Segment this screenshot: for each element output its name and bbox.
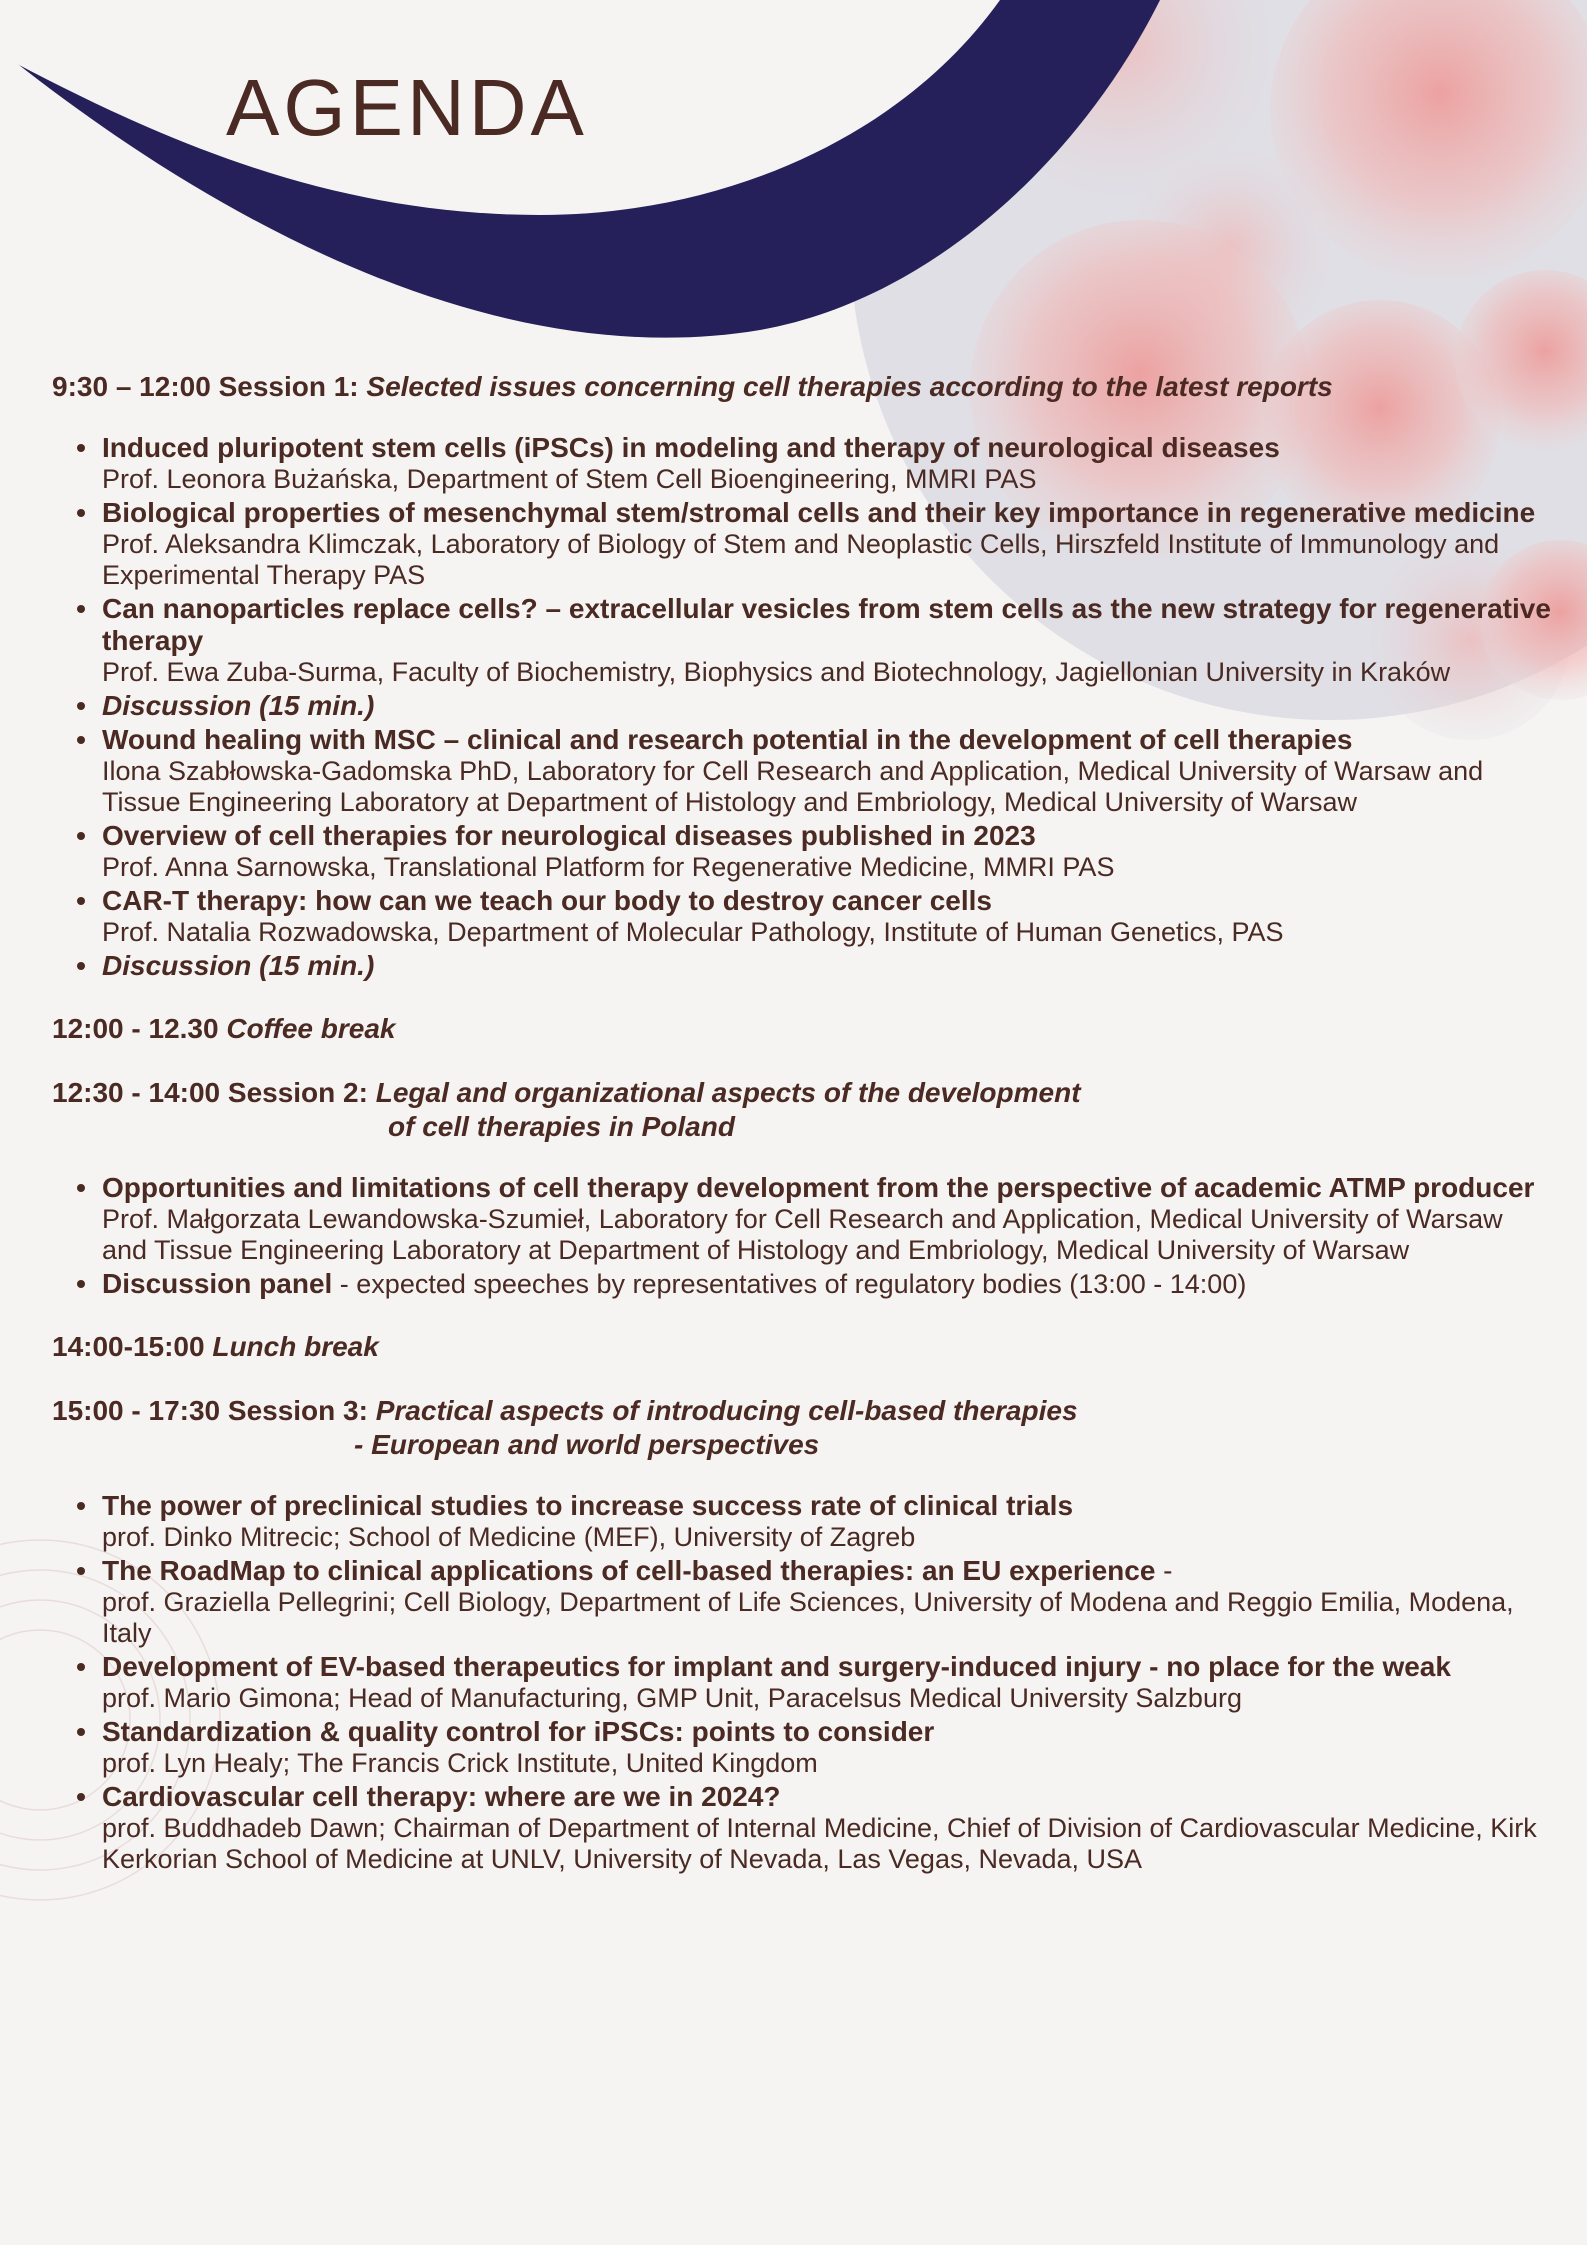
talk-speaker: Prof. Natalia Rozwadowska, Department of Molecular Pathology, Institute of Human Genetics, PAS <box>102 917 1284 947</box>
coffee-break-time: 12:00 - 12.30 <box>52 1013 219 1044</box>
talk-speaker: Prof. Leonora Bużańska, Department of Stem Cell Bioengineering, MMRI PAS <box>102 464 1037 494</box>
talk-speaker: Prof. Małgorzata Lewandowska-Szumieł, Laboratory for Cell Research and Application, Medical University of Warsaw and Tissue Engineering Laboratory at Department of Histology and Embriology, Medical University of Warsaw <box>102 1204 1503 1265</box>
list-item <box>52 1781 1552 1875</box>
session-3-header <box>52 1394 1552 1462</box>
list-item <box>52 432 1552 495</box>
talk-speaker: prof. Buddhadeb Dawn; Chairman of Department of Internal Medicine, Chief of Division of Cardiovascular Medicine, Kirk Kerkorian School of Medicine at UNLV, University of Nevada, Las Vegas, Nevada, USA <box>102 1813 1537 1874</box>
lunch-break <box>52 1330 1552 1364</box>
session-2-list <box>52 1172 1552 1300</box>
session-3-time: 15:00 - 17:30 Session 3: <box>52 1395 368 1426</box>
session-3-list <box>52 1490 1552 1875</box>
talk-speaker: prof. Graziella Pellegrini; Cell Biology, Department of Life Sciences, University of Modena and Reggio Emilia, Modena, Italy <box>102 1587 1514 1648</box>
discussion-panel-title: Discussion panel <box>102 1268 333 1299</box>
session-2-topic: Legal and organizational aspects of the development <box>375 1077 1081 1108</box>
lunch-break-time: 14:00-15:00 <box>52 1331 205 1362</box>
coffee-break-label: Coffee break <box>226 1013 396 1044</box>
list-item <box>52 820 1552 883</box>
list-item <box>52 1555 1552 1649</box>
talk-title: CAR-T therapy: how can we teach our body to destroy cancer cells <box>102 885 992 916</box>
talk-title: Development of EV-based therapeutics for implant and surgery-induced injury - no place for the weak <box>102 1651 1451 1682</box>
session-1-time: 9:30 – 12:00 Session 1: <box>52 371 359 402</box>
list-item <box>52 1716 1552 1779</box>
list-item <box>52 885 1552 948</box>
list-item <box>52 1268 1552 1300</box>
coffee-break <box>52 1012 1552 1046</box>
discussion-panel-text: - expected speeches by representatives of regulatory bodies (13:00 - 14:00) <box>332 1269 1247 1299</box>
talk-speaker: Prof. Aleksandra Klimczak, Laboratory of Biology of Stem and Neoplastic Cells, Hirszfeld Institute of Immunology and Experimental Therapy PAS <box>102 529 1500 590</box>
session-1-list <box>52 432 1552 982</box>
list-item <box>52 593 1552 688</box>
discussion-label: Discussion (15 min.) <box>102 690 375 721</box>
talk-speaker: Prof. Anna Sarnowska, Translational Platform for Regenerative Medicine, MMRI PAS <box>102 852 1115 882</box>
session-2-header <box>52 1076 1552 1144</box>
list-item <box>52 724 1552 818</box>
talk-title-suffix: - <box>1155 1555 1173 1586</box>
talk-speaker: Prof. Ewa Zuba-Surma, Faculty of Biochemistry, Biophysics and Biotechnology, Jagiellonian University in Kraków <box>102 657 1451 687</box>
talk-title: Standardization & quality control for iPSCs: points to consider <box>102 1716 935 1747</box>
session-3-topic: Practical aspects of introducing cell-based therapies <box>375 1395 1078 1426</box>
list-item <box>52 497 1552 591</box>
talk-title: Opportunities and limitations of cell therapy development from the perspective of academic ATMP producer <box>102 1172 1535 1203</box>
talk-speaker: prof. Lyn Healy; The Francis Crick Institute, United Kingdom <box>102 1748 818 1778</box>
session-2-time: 12:30 - 14:00 Session 2: <box>52 1077 368 1108</box>
agenda-content <box>52 370 1552 1877</box>
lunch-break-label: Lunch break <box>212 1331 379 1362</box>
list-item <box>52 1490 1552 1553</box>
discussion-label: Discussion (15 min.) <box>102 950 375 981</box>
talk-title: The RoadMap to clinical applications of cell-based therapies: an EU experience <box>102 1555 1156 1586</box>
talk-title: Induced pluripotent stem cells (iPSCs) in modeling and therapy of neurological diseases <box>102 432 1280 463</box>
list-item <box>52 690 1552 722</box>
talk-title: Overview of cell therapies for neurological diseases published in 2023 <box>102 820 1036 851</box>
list-item <box>52 1651 1552 1714</box>
page-title: AGENDA <box>226 63 588 152</box>
session-1-topic: Selected issues concerning cell therapies according to the latest reports <box>366 371 1333 402</box>
list-item <box>52 1172 1552 1266</box>
talk-title: The power of preclinical studies to increase success rate of clinical trials <box>102 1490 1074 1521</box>
talk-title: Wound healing with MSC – clinical and research potential in the development of cell therapies <box>102 724 1353 755</box>
session-3-topic-cont: - European and world perspectives <box>354 1429 820 1460</box>
session-1-header <box>52 370 1552 404</box>
talk-speaker: prof. Mario Gimona; Head of Manufacturing, GMP Unit, Paracelsus Medical University Salzburg <box>102 1683 1242 1713</box>
talk-title: Biological properties of mesenchymal stem/stromal cells and their key importance in regenerative medicine <box>102 497 1536 528</box>
talk-speaker: prof. Dinko Mitrecic; School of Medicine (MEF), University of Zagreb <box>102 1522 916 1552</box>
talk-speaker: Ilona Szabłowska-Gadomska PhD, Laboratory for Cell Research and Application, Medical University of Warsaw and Tissue Engineering Laboratory at Department of Histology and Embriology, Medical University of Warsaw <box>102 756 1484 817</box>
list-item <box>52 950 1552 982</box>
session-2-topic-cont: of cell therapies in Poland <box>388 1111 735 1142</box>
talk-title: Cardiovascular cell therapy: where are we in 2024? <box>102 1781 781 1812</box>
talk-title: Can nanoparticles replace cells? – extracellular vesicles from stem cells as the new strategy for regenerative therapy <box>102 593 1551 656</box>
